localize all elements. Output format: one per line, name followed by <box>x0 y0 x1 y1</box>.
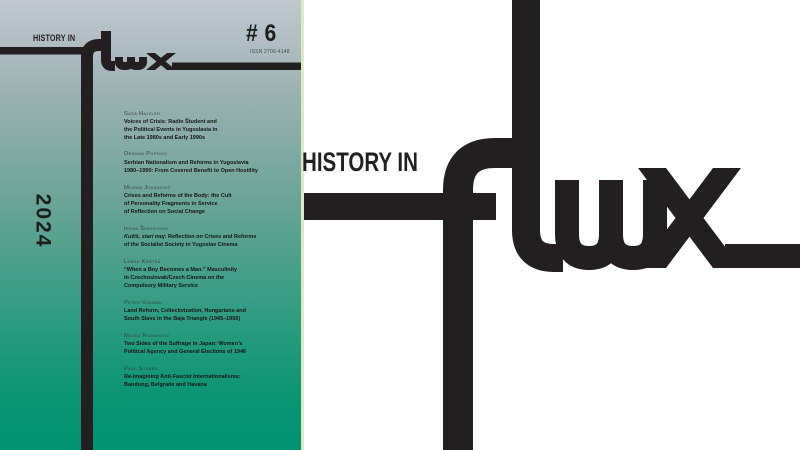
toc-author: Irena Šentevska <box>124 225 169 232</box>
toc-author: Dragan Popović <box>124 151 168 158</box>
flux-logo-trailing-rule <box>725 244 800 268</box>
toc-title: Voices of Crisis: Radio Študent and the Political Events in Yugoslavia in the Late 1980s and Early 1990s <box>124 119 218 141</box>
flux-logo-large <box>304 0 800 450</box>
flux-logo-l-stroke <box>106 31 115 66</box>
flux-logo-crossbar <box>304 193 496 220</box>
toc-title: Re-Imagining Anti-Fascist Internationalisms: Bandung, Belgrade and Havana <box>124 374 241 389</box>
toc-entry <box>124 259 300 291</box>
cover-front <box>0 0 301 450</box>
toc-entry <box>124 111 300 143</box>
toc-title: Kužiš, stari moj: Reflection on Crises and Reforms of the Socialist Society in Yugoslav Cinema <box>124 234 257 248</box>
toc-author: Saša Hajzler <box>124 110 161 117</box>
toc-title: “When a Boy Becomes a Man.” Masculinity in Czechoslovak/Czech Cinema on the Compulsory Military Service <box>124 267 238 289</box>
cover-year: 2024 <box>31 193 55 249</box>
panel-masthead: HISTORY IN <box>302 147 418 177</box>
toc-entry <box>124 333 300 357</box>
toc-entry <box>124 300 300 324</box>
toc-author: Lenka Krátká <box>124 258 161 265</box>
flux-logo-f-stroke <box>87 45 108 450</box>
toc-entry <box>124 185 300 217</box>
toc-entry <box>124 226 300 250</box>
flux-logo-u-stroke <box>119 57 143 66</box>
flux-logo-trailing-rule <box>172 63 301 71</box>
toc-entry <box>124 151 300 175</box>
toc-entry <box>124 366 300 390</box>
cover-masthead: HISTORY IN <box>33 33 76 43</box>
flux-logo-u-stroke <box>567 180 655 258</box>
logo-panel <box>304 0 800 450</box>
flux-logo-crossbar <box>0 47 88 55</box>
toc-author: Péter Vukman <box>124 299 163 306</box>
toc-title: Crises and Reforms of the Body: the Cult of Personality Fragments in Service of Reflection on Social Change <box>124 193 232 215</box>
toc-author: Paul Stubbs <box>124 365 158 372</box>
toc-title: Land Reform, Collectivization, Hungarians and South Slavs in the Baja Triangle (1945–1956) <box>124 308 246 322</box>
toc-author: Matea Radaković <box>124 332 170 339</box>
toc-title: Two Sides of the Suffrage in Japan: Women’s Political Agency and General Elections of 1946 <box>124 341 247 355</box>
issn-label: ISSN 2706-4148 <box>250 48 290 55</box>
table-of-contents <box>124 111 300 399</box>
issue-number: # 6 <box>246 20 277 47</box>
toc-title: Serbian Nationalism and Reforms in Yugoslavia 1980–1990: From Covered Benefit to Open Hostility <box>124 159 258 174</box>
toc-author: Milena Jokanović <box>124 184 171 191</box>
